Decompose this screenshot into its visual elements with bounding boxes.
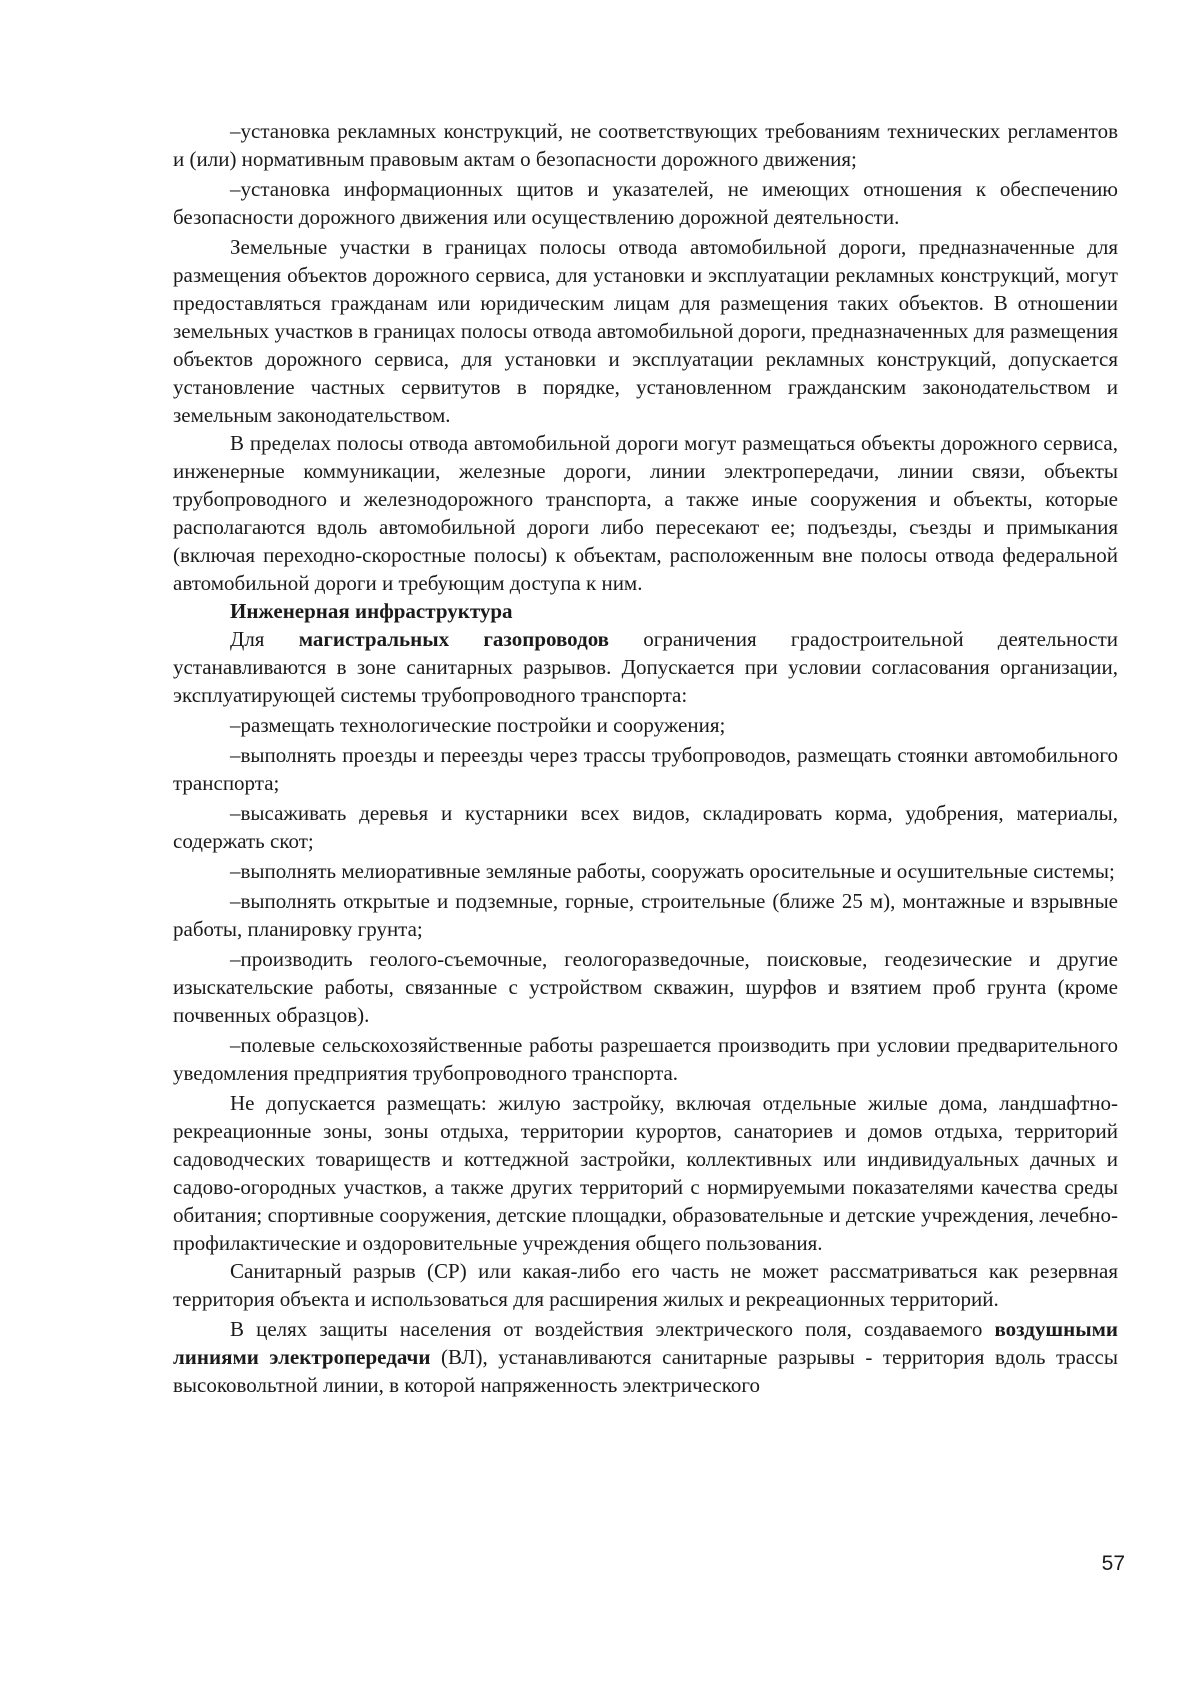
paragraph: Санитарный разрыв (СР) или какая-либо его часть не может рассматриваться как резервная территория объекта и использоваться для расширения жилых и рекреационных территорий.	[173, 1259, 1118, 1311]
list-item: –производить геолого-съемочные, геологоразведочные, поисковые, геодезические и другие изыскательские работы, связанные с устройством скважин, шурфов и взятием проб грунта (кроме почвенных образцов).	[173, 947, 1118, 1027]
list-item: –выполнять проезды и переезды через трассы трубопроводов, размещать стоянки автомобильного транспорта;	[173, 743, 1118, 795]
gas-paragraph-emphasis: магистральных газопроводов	[298, 627, 610, 651]
gas-paragraph-suffix: ограничения градостроительной деятельности устанавливаются в зоне санитарных разрывов. Допускается при условии согласования организации, эксплуатирующей системы трубопроводного транспорта:	[173, 627, 1119, 707]
paragraph: Земельные участки в границах полосы отвода автомобильной дороги, предназначенные для размещения объектов дорожного сервиса, для установки и эксплуатации рекламных конструкций, могут предоставляться гражданам или юридическим лицам для размещения таких объектов. В отношении земельных участков в границах полосы отвода автомобильной дороги, предназначенных для размещения объектов дорожного сервиса, для установки и эксплуатации рекламных конструкций, допускается установление частных сервитутов в порядке, установленном гражданским законодательством и земельным законодательством.	[173, 235, 1118, 427]
vl-paragraph-suffix: (ВЛ), устанавливаются санитарные разрывы - территория вдоль трассы высоковольтной линии, в которой напряженность электрического	[173, 1345, 1118, 1397]
section-heading: Инженерная инфраструктура	[230, 599, 513, 623]
list-item: –размещать технологические постройки и сооружения;	[230, 713, 726, 737]
page-body	[173, 117, 1118, 1399]
gas-paragraph-prefix: Для	[230, 627, 299, 651]
list-item: –установка информационных щитов и указателей, не имеющих отношения к обеспечению безопасности дорожного движения или осуществлению дорожной деятельности.	[173, 177, 1118, 229]
list-item: –установка рекламных конструкций, не соответствующих требованиям технических регламентов и (или) нормативным правовым актам о безопасности дорожного движения;	[173, 119, 1118, 171]
list-item: –выполнять мелиоративные земляные работы, сооружать оросительные и осушительные системы;	[230, 859, 1115, 883]
list-item: –выполнять открытые и подземные, горные, строительные (ближе 25 м), монтажные и взрывные работы, планировку грунта;	[173, 889, 1118, 941]
power-line-paragraph	[173, 1315, 1118, 1399]
vl-paragraph-emphasis: воздушными линиями электропередачи	[173, 1317, 1118, 1369]
list-item: –полевые сельскохозяйственные работы разрешается производить при условии предварительного уведомления предприятия трубопроводного транспорта.	[173, 1033, 1118, 1085]
vl-paragraph-prefix: В целях защиты населения от воздействия электрического поля, создаваемого	[230, 1317, 995, 1341]
list-item: –высаживать деревья и кустарники всех видов, складировать корма, удобрения, материалы, содержать скот;	[173, 801, 1118, 853]
gas-pipeline-paragraph	[173, 625, 1118, 709]
paragraph: В пределах полосы отвода автомобильной дороги могут размещаться объекты дорожного сервиса, инженерные коммуникации, железные дороги, линии электропередачи, линии связи, объекты трубопроводного и железнодорожного транспорта, а также иные сооружения и объекты, которые располагаются вдоль автомобильной дороги либо пересекают ее; подъезды, съезды и примыкания (включая переходно-скоростные полосы) к объектам, расположенным вне полосы отвода федеральной автомобильной дороги и требующим доступа к ним.	[173, 431, 1118, 595]
paragraph: Не допускается размещать: жилую застройку, включая отдельные жилые дома, ландшафтно-рекреационные зоны, зоны отдыха, территории курортов, санаториев и домов отдыха, территорий садоводческих товариществ и коттеджной застройки, коллективных или индивидуальных дачных и садово-огородных участков, а также других территорий с нормируемыми показателями качества среды обитания; спортивные сооружения, детские площадки, образовательные и детские учреждения, лечебно-профилактические и оздоровительные учреждения общего пользования.	[173, 1091, 1118, 1255]
page-number: 57	[1101, 1552, 1125, 1575]
